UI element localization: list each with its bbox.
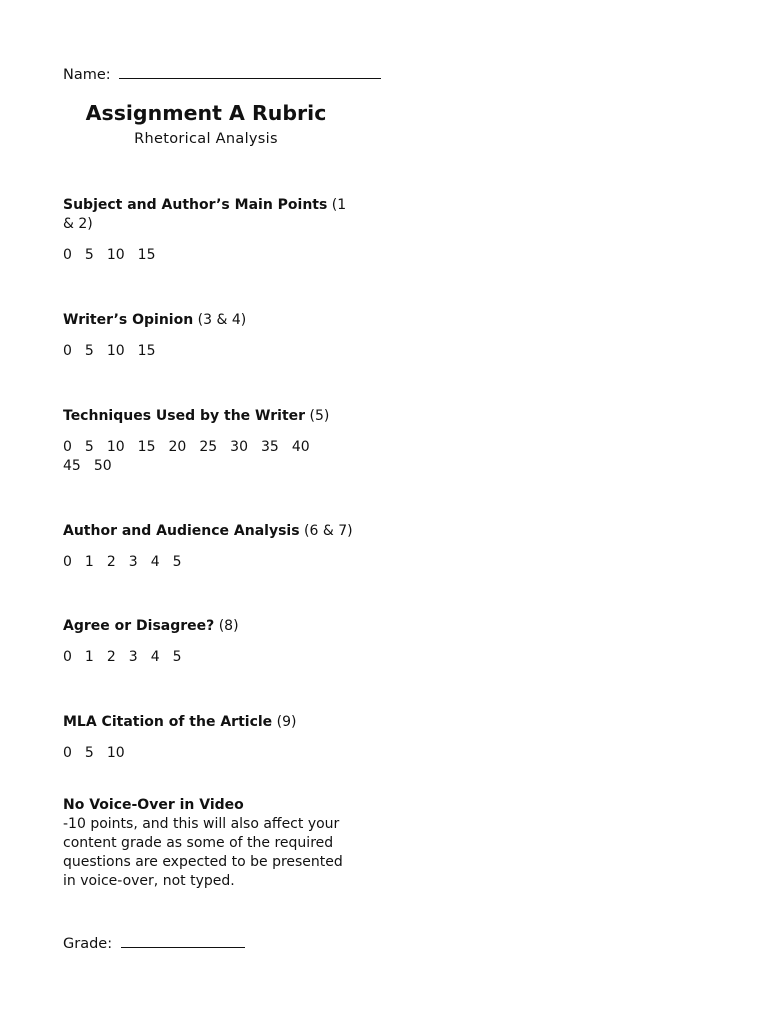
section-heading [63, 311, 353, 330]
score-option: 5 [172, 649, 182, 665]
section-title: Agree or Disagree? [63, 618, 215, 634]
score-option: 5 [84, 745, 94, 761]
page-title: Assignment A Rubric [85, 101, 327, 125]
score-option: 4 [150, 649, 160, 665]
score-option: 15 [137, 439, 156, 455]
score-option: 0 [63, 343, 72, 359]
section-agree-disagree [63, 617, 353, 667]
section-title: MLA Citation of the Article [63, 714, 273, 730]
score-option: 1 [84, 554, 94, 570]
page-subtitle: Rhetorical Analysis [134, 131, 278, 147]
score-option: 0 [63, 439, 72, 455]
score-option: 1 [84, 649, 94, 665]
note-title: No Voice-Over in Video [63, 797, 244, 813]
score-option: 15 [137, 343, 156, 359]
name-blank-line [119, 64, 381, 79]
section-items: (8) [218, 618, 239, 634]
score-option: 10 [106, 439, 125, 455]
score-option: 15 [137, 247, 156, 263]
voice-over-note [63, 796, 353, 891]
score-option: 20 [168, 439, 187, 455]
score-option: 5 [172, 554, 182, 570]
score-option: 5 [84, 343, 94, 359]
section-main-points [63, 196, 353, 265]
grade-field [63, 933, 245, 952]
section-heading [63, 407, 353, 426]
section-title: Writer’s Opinion [63, 312, 194, 328]
section-heading [63, 196, 353, 234]
name-label: Name: [63, 67, 111, 83]
section-items: (6 & 7) [304, 523, 353, 539]
score-option: 3 [128, 649, 138, 665]
section-writers-opinion [63, 311, 353, 361]
score-option: 0 [63, 745, 72, 761]
section-heading [63, 713, 353, 732]
section-title: Subject and Author’s Main Points [63, 197, 328, 213]
score-option: 4 [150, 554, 160, 570]
score-option: 5 [84, 247, 94, 263]
note-text: -10 points, and this will also affect your content grade as some of the required questions are expected to be presented in voice-over, not typed. [63, 816, 343, 889]
score-scale [63, 744, 353, 763]
score-option: 10 [106, 343, 125, 359]
score-option: 25 [199, 439, 218, 455]
section-items: (1 & 2) [63, 197, 347, 232]
score-option: 45 [63, 458, 81, 474]
section-items: (3 & 4) [197, 312, 247, 328]
section-items: (5) [309, 408, 330, 424]
section-author-audience [63, 522, 373, 572]
score-option: 50 [93, 458, 112, 474]
score-option: 40 [291, 439, 310, 455]
score-option: 5 [84, 439, 94, 455]
score-scale [63, 246, 353, 265]
score-scale [63, 438, 353, 476]
score-option: 3 [128, 554, 138, 570]
section-heading [63, 522, 373, 541]
score-option: 2 [106, 554, 116, 570]
score-option: 10 [106, 745, 125, 761]
score-option: 0 [63, 247, 72, 263]
section-heading [63, 617, 353, 636]
section-title: Author and Audience Analysis [63, 523, 300, 539]
section-title: Techniques Used by the Writer [63, 408, 306, 424]
section-mla-citation [63, 713, 353, 763]
score-option: 0 [63, 649, 72, 665]
section-techniques [63, 407, 353, 476]
score-scale [63, 342, 353, 361]
score-option: 2 [106, 649, 116, 665]
score-scale [63, 553, 373, 572]
grade-blank-line [121, 933, 245, 948]
name-field [63, 64, 381, 83]
score-option: 10 [106, 247, 125, 263]
score-option: 30 [230, 439, 248, 455]
score-scale [63, 648, 353, 667]
score-option: 35 [260, 439, 279, 455]
score-option: 0 [63, 554, 72, 570]
grade-label: Grade: [63, 936, 113, 952]
section-items: (9) [276, 714, 297, 730]
